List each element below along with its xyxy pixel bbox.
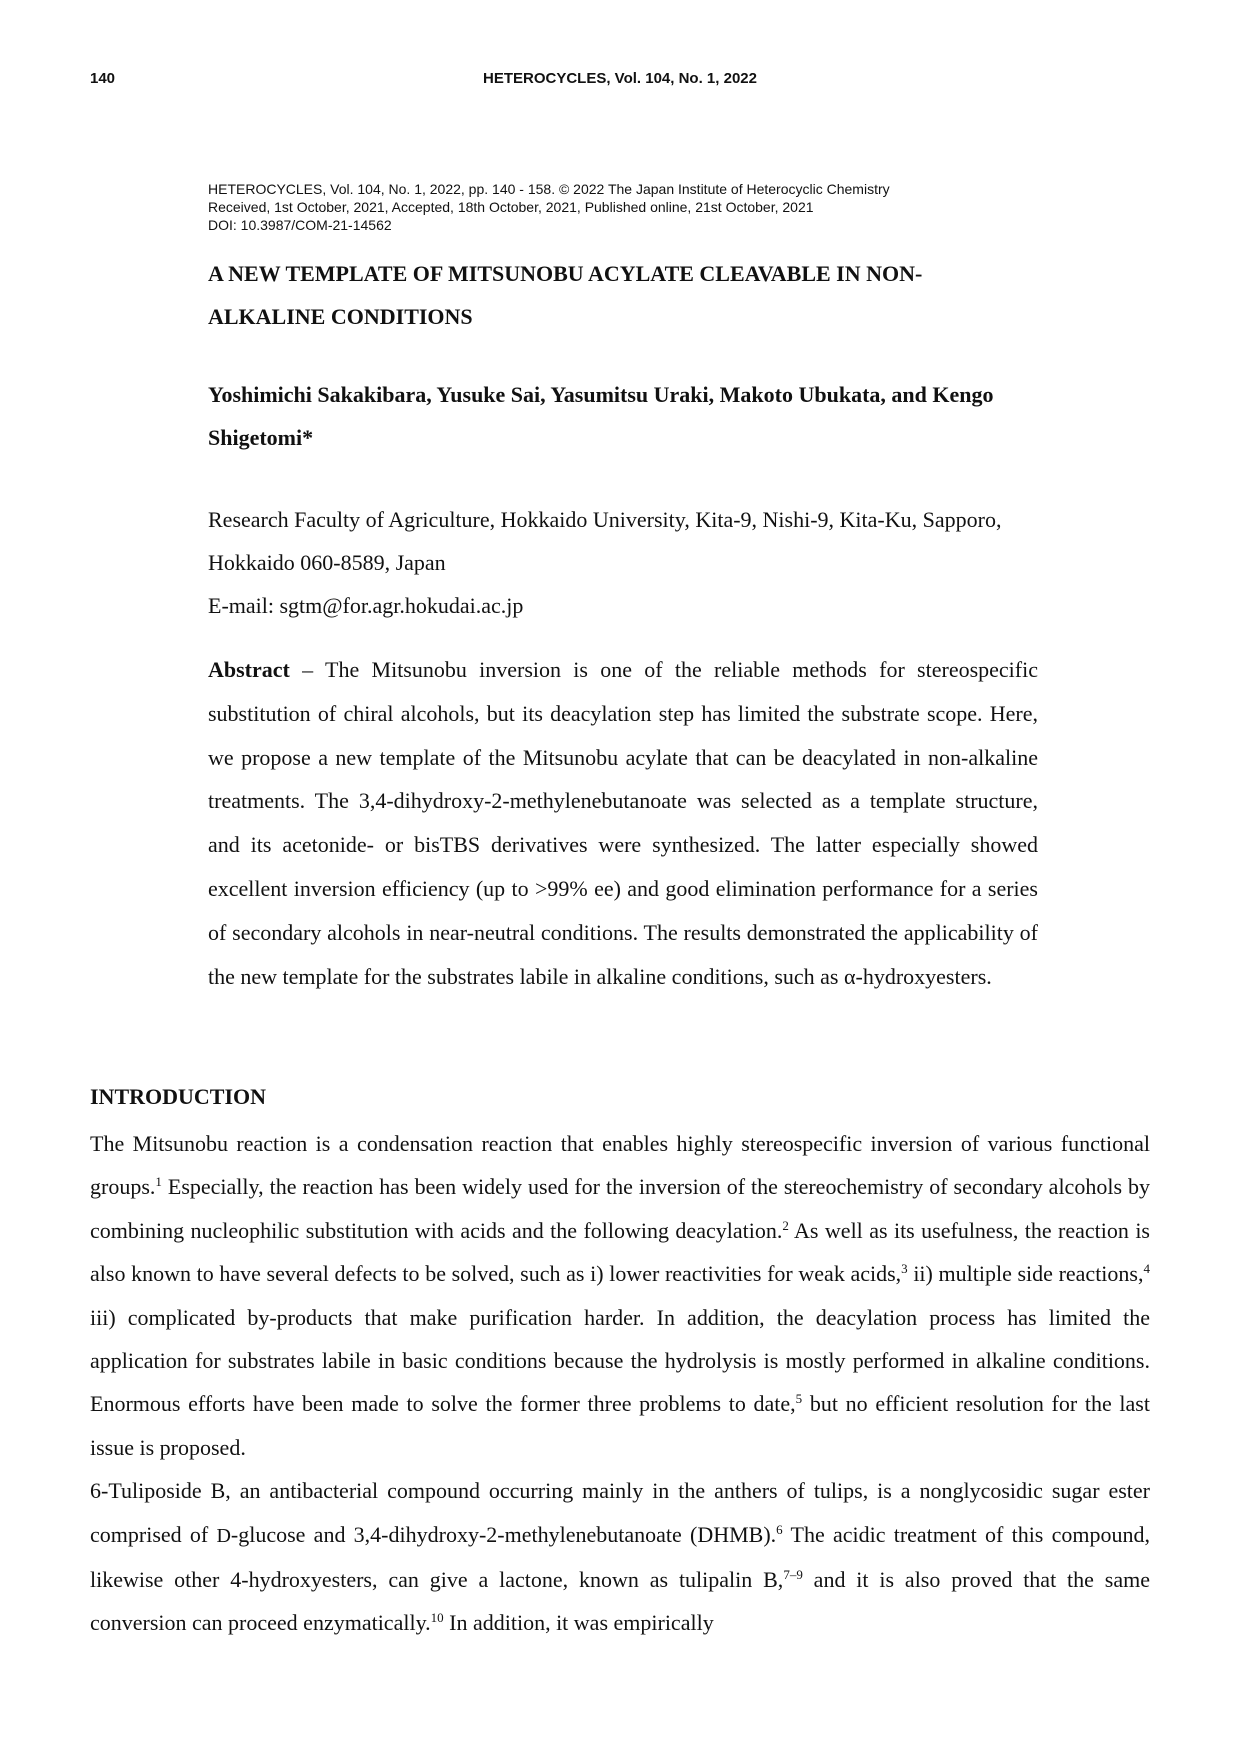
body-text: The Mitsunobu reaction is a condensation reaction that enables highly stereospecific inversion of various functional groups. — [90, 1131, 1150, 1200]
section-heading-introduction: INTRODUCTION — [90, 1084, 267, 1109]
body-text: Especially, the reaction has been widely used for the inversion of the stereochemistry of secondary alcohols by combining nucleophilic substitution with acids and the following deacylation. — [90, 1174, 1150, 1243]
body-text: iii) complicated by-products that make purification harder. In addition, the deacylation process has limited the application for substrates labile in basic conditions because the hydrolysis is mostly performed in alkaline conditions. Enormous efforts have been made to solve the former three problems to date, — [90, 1304, 1150, 1417]
citation-ref: 10 — [430, 1610, 444, 1626]
body-text: The acidic treatment of this compound, likewise other 4-hydroxyesters, can give a lactone, known as tulipalin B, — [90, 1521, 1150, 1593]
citation-line: HETEROCYCLES, Vol. 104, No. 1, 2022, pp. 140 - 158. © 2022 The Japan Institute of Heterocyclic Chemistry — [208, 181, 890, 197]
citation-ref: 5 — [795, 1391, 803, 1407]
abstract — [208, 648, 1038, 998]
author-list: Yoshimichi Sakakibara, Yusuke Sai, Yasumitsu Uraki, Makoto Ubukata, and Kengo Shigetomi* — [208, 382, 994, 450]
body-text: but no efficient resolution for the last issue is proposed. — [90, 1391, 1150, 1460]
citation-ref: 7–9 — [783, 1567, 803, 1583]
doi-line: DOI: 10.3987/COM-21-14562 — [208, 217, 392, 233]
body-text: 6-Tuliposide B, an antibacterial compound occurring mainly in the anthers of tulips, is a nonglycosidic sugar ester comprised of — [90, 1478, 1150, 1547]
body-text: As well as its usefulness, the reaction is also known to have several defects to be solved, such as i) lower reactivities for weak acids, — [90, 1217, 1150, 1287]
article-title: A NEW TEMPLATE OF MITSUNOBU ACYLATE CLEAVABLE IN NON-ALKALINE CONDITIONS — [208, 261, 923, 329]
running-head — [90, 70, 1150, 90]
citation-ref: 4 — [1143, 1261, 1150, 1277]
abstract-label: Abstract — [208, 657, 290, 682]
affiliation-address: Research Faculty of Agriculture, Hokkaido University, Kita-9, Nishi-9, Kita-Ku, Sapporo, Hokkaido 060-8589, Japan — [208, 507, 1002, 575]
page-number: 140 — [90, 70, 116, 87]
article-meta — [208, 180, 1038, 234]
affiliation-email: E-mail: sgtm@for.agr.hokudai.ac.jp — [208, 593, 524, 618]
citation-ref: 2 — [782, 1217, 789, 1233]
journal-header: HETEROCYCLES, Vol. 104, No. 1, 2022 — [483, 70, 757, 87]
introduction-body — [90, 1122, 1150, 1645]
body-text: -glucose and 3,4-dihydroxy-2-methylenebutanoate (DHMB). — [230, 1521, 777, 1547]
intro-paragraph-1 — [90, 1122, 1150, 1469]
citation-ref: 6 — [776, 1521, 783, 1537]
affiliation — [208, 498, 1038, 627]
citation-ref: 1 — [155, 1174, 162, 1190]
intro-paragraph-2 — [90, 1469, 1150, 1645]
dates-line: Received, 1st October, 2021, Accepted, 18th October, 2021, Published online, 21st October, 2021 — [208, 199, 814, 215]
citation-ref: 3 — [901, 1261, 908, 1277]
body-text: In addition, it was empirically — [443, 1610, 714, 1636]
body-text: and it is also proved that the same conversion can proceed enzymatically. — [90, 1567, 1150, 1636]
abstract-text: – The Mitsunobu inversion is one of the reliable methods for stereospecific substitution of chiral alcohols, but its deacylation step has limited the substrate scope. Here, we propose a new template of the Mitsunobu acylate that can be deacylated in non-alkaline treatments. The 3,4-dihydroxy-2-methylenebutanoate was selected as a template structure, and its acetonide- or bisTBS derivatives were synthesized. The latter especially showed excellent inversion efficiency (up to >99% ee) and good elimination performance for a series of secondary alcohols in near-neutral conditions. The results demonstrated the applicability of the new template for the substrates labile in alkaline conditions, such as α-hydroxyesters. — [208, 657, 1038, 989]
body-text: ii) multiple side reactions, — [907, 1261, 1144, 1287]
small-caps-d: D — [216, 1524, 231, 1547]
